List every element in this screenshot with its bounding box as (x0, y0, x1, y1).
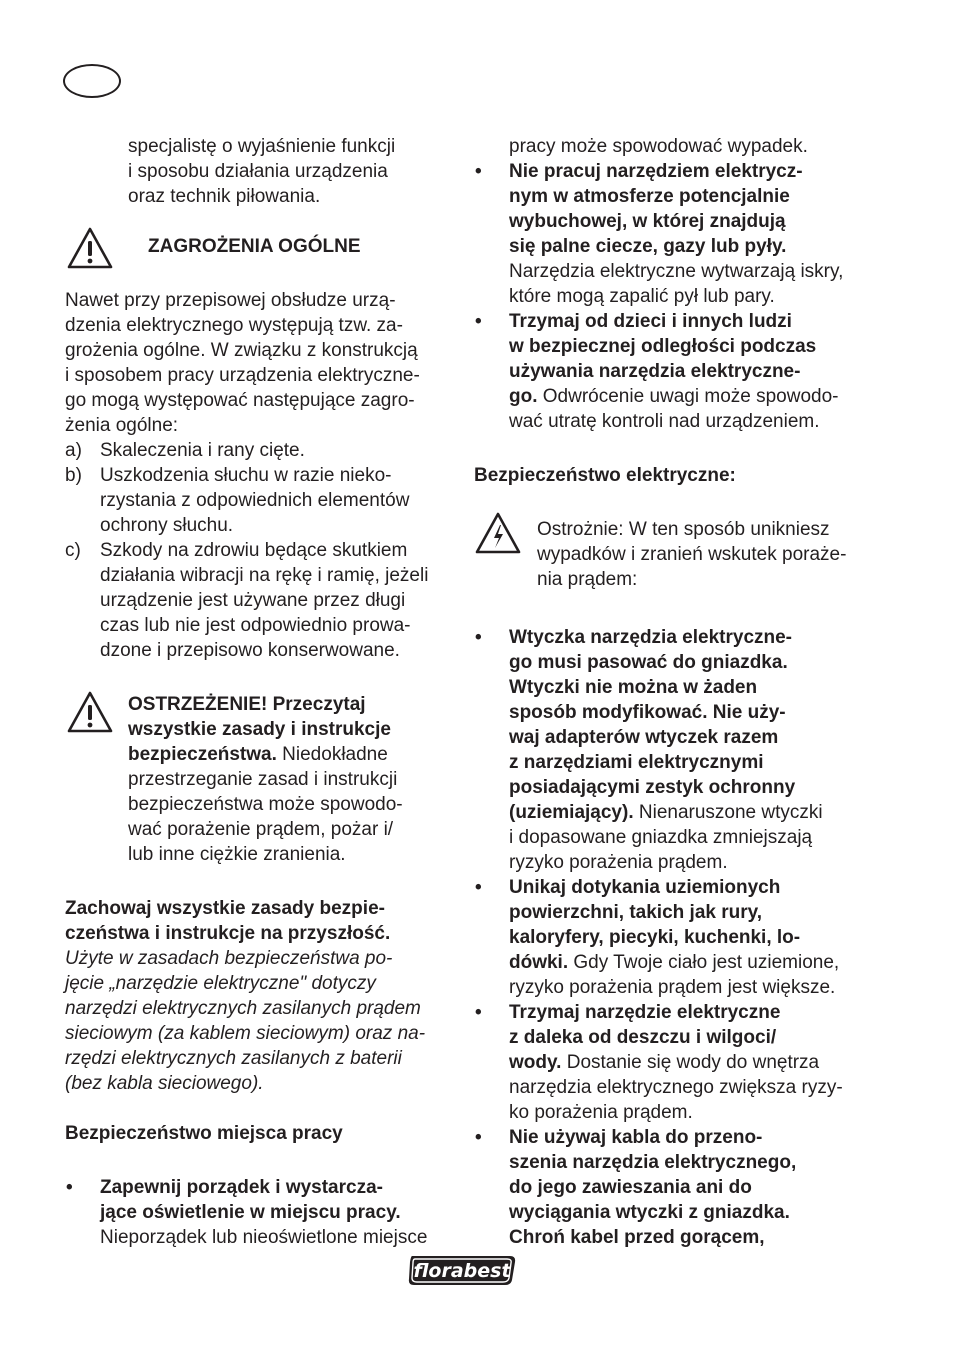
text-line: przestrzeganie zasad i instrukcji (128, 769, 398, 790)
text-line: wać porażenie prądem, pożar i/ (128, 819, 394, 840)
text-line: wybuchowej, w której znajdują (509, 211, 786, 232)
text-line: powierzchni, takich jak rury, (509, 902, 763, 923)
text-line: lub inne ciężkie zranienia. (128, 844, 346, 865)
text-line: rzystania z odpowiednich elementów (100, 490, 410, 511)
text-line: narzędzi elektrycznych zasilanych prądem (65, 998, 421, 1019)
warning-block (65, 692, 455, 867)
text-line: wyciągania wtyczki z gniazdka. (509, 1202, 790, 1223)
text-line: się palne ciecze, gazy lub pyły. (509, 236, 787, 257)
bullet-item (474, 1125, 864, 1250)
electric-hazard-icon (474, 511, 522, 555)
text-line: i dopasowane gniazdka zmniejszają (509, 827, 813, 848)
text-line: oraz technik piłowania. (128, 186, 321, 207)
text-span: bezpieczeństwa. (128, 744, 277, 765)
text-line: dzenia elektrycznego występują tzw. za- (65, 315, 403, 336)
text-line: wypadków i zranień wskutek poraże- (537, 544, 847, 565)
bullet-marker: • (475, 1127, 482, 1148)
text-line: nia prądem: (537, 569, 638, 590)
text-line: czas lub nie jest odpowiednio prowa- (100, 615, 411, 636)
text-line: wać utratę kontroli nad urządzeniem. (509, 411, 820, 432)
text-line: nym w atmosferze potencjalnie (509, 186, 790, 207)
text-line: Unikaj dotykania uziemionych (509, 877, 781, 898)
bullet-item (474, 309, 864, 434)
list-marker: a) (65, 440, 82, 461)
text-line: jęcie „narzędzie elektryczne" dotyczy (65, 973, 376, 994)
left-column (65, 134, 455, 1250)
text-line: waj adapterów wtyczek razem (509, 727, 779, 748)
bullet-marker: • (66, 1177, 73, 1198)
text-line: posiadającymi zestyk ochronny (509, 777, 796, 798)
text-line: Chroń kabel przed gorącem, (509, 1227, 765, 1248)
text-line: Wtyczka narzędzia elektryczne- (509, 627, 793, 648)
hazards-paragraph (65, 288, 455, 438)
text-line: urządzenie jest używane przez długi (100, 590, 406, 611)
text-span: Nienaruszone wtyczki (633, 802, 823, 823)
text-line: Nawet przy przepisowej obsłudze urzą- (65, 290, 396, 311)
text-line: Zachowaj wszystkie zasady bezpie- (65, 898, 385, 919)
text-line: używania narzędzia elektryczne- (509, 361, 801, 382)
bullet-item (474, 875, 864, 1000)
text-line: Nie pracuj narzędziem elektrycz- (509, 161, 803, 182)
text-line: ochrony słuchu. (100, 515, 234, 536)
text-span: Odwrócenie uwagi może spowodo- (537, 386, 839, 407)
list-item (65, 463, 455, 538)
text-line: ryzyko porażenia prądem jest większe. (509, 977, 836, 998)
text-span: go. (509, 386, 538, 407)
text-line: Trzymaj od dzieci i innych ludzi (509, 311, 792, 332)
text-line: kaloryfery, piecyki, kuchenki, lo- (509, 927, 801, 948)
text-line: z narzędziami elektrycznymi (509, 752, 764, 773)
text-line: Ostrożnie: W ten sposób unikniesz (537, 519, 830, 540)
logo-text: florabest (413, 1260, 511, 1282)
text-line: ko porażenia prądem. (509, 1102, 693, 1123)
text-line: Narzędzia elektryczne wytwarzają iskry, (509, 261, 844, 282)
text-line: szenia narzędzia elektrycznego, (509, 1152, 797, 1173)
text-line: rzędzi elektrycznych zasilanych z baterii (65, 1048, 402, 1069)
text-line: specjalistę o wyjaśnienie funkcji (128, 136, 396, 157)
text-line: sposób modyfikować. Nie uży- (509, 702, 786, 723)
text-line: Skaleczenia i rany cięte. (100, 440, 305, 461)
text-line: w bezpiecznej odległości podczas (509, 336, 817, 357)
text-line: Uszkodzenia słuchu w razie nieko- (100, 465, 392, 486)
text-line: pracy może spowodować wypadek. (509, 136, 808, 157)
text-line: Nieporządek lub nieoświetlone miejsce (100, 1227, 428, 1248)
bullet-marker: • (475, 877, 482, 898)
right-column (474, 134, 864, 1250)
text-span: dówki. (509, 952, 569, 973)
hazards-heading: ZAGROŻENIA OGÓLNE (148, 236, 361, 257)
text-line: i sposobu działania urządzenia (128, 161, 388, 182)
bullet-item (65, 1175, 455, 1250)
text-line: Nie używaj kabla do przeno- (509, 1127, 763, 1148)
text-line: bezpieczeństwa może spowodo- (128, 794, 403, 815)
text-line: Szkody na zdrowiu będące skutkiem (100, 540, 408, 561)
language-badge (63, 64, 121, 98)
text-line: wszystkie zasady i instrukcje (128, 719, 391, 740)
bullet-item (474, 159, 864, 309)
text-line: do jego zawieszania ani do (509, 1177, 752, 1198)
keep-instructions (65, 896, 455, 1096)
text-line: działania wibracji na rękę i ramię, jeżeli (100, 565, 429, 586)
work-safety-heading: Bezpieczeństwo miejsca pracy (65, 1123, 343, 1144)
text-line: Zapewnij porządek i wystarcza- (100, 1177, 383, 1198)
text-line: narzędzia elektrycznego zwiększa ryzy- (509, 1077, 843, 1098)
warning-triangle-icon (66, 226, 114, 270)
text-line: jące oświetlenie w miejscu pracy. (100, 1202, 401, 1223)
warning-triangle-icon (66, 690, 114, 734)
caution-block (474, 517, 864, 592)
text-line: czeństwa i instrukcje na przyszłość. (65, 923, 391, 944)
text-span: wody. (509, 1052, 562, 1073)
list-marker: c) (65, 540, 81, 561)
text-line: grożenia ogólne. W związku z konstrukcją (65, 340, 418, 361)
text-span: (uziemiający). (509, 802, 634, 823)
bullet-marker: • (475, 1002, 482, 1023)
list-item (65, 438, 455, 463)
text-line: ryzyko porażenia prądem. (509, 852, 728, 873)
text-span: Dostanie się wody do wnętrza (561, 1052, 820, 1073)
text-line: Wtyczki nie można w żaden (509, 677, 758, 698)
text-line: i sposobem pracy urządzenia elektryczne- (65, 365, 420, 386)
text-line: Trzymaj narzędzie elektryczne (509, 1002, 781, 1023)
florabest-logo (406, 1252, 518, 1288)
text-line: go mogą występować następujące zagro- (65, 390, 415, 411)
text-line: z daleka od deszczu i wilgoci/ (509, 1027, 777, 1048)
intro-text (65, 134, 455, 209)
electrical-safety-heading: Bezpieczeństwo elektryczne: (474, 465, 736, 486)
list-item (65, 538, 455, 663)
text-line: sieciowym (za kablem sieciowym) oraz na- (65, 1023, 426, 1044)
bullet-marker: • (475, 627, 482, 648)
text-line: dzone i przepisowo konserwowane. (100, 640, 400, 661)
bullet-marker: • (475, 311, 482, 332)
bullet-item (474, 625, 864, 875)
bullet-item (474, 1000, 864, 1125)
text-line: go musi pasować do gniazdka. (509, 652, 788, 673)
list-marker: b) (65, 465, 82, 486)
text-line: żenia ogólne: (65, 415, 179, 436)
bullet-marker: • (475, 161, 482, 182)
text-span: Niedokładne (276, 744, 388, 765)
text-line: (bez kabla sieciowego). (65, 1073, 264, 1094)
text-line: które mogą zapalić pył lub pary. (509, 286, 775, 307)
text-line: OSTRZEŻENIE! Przeczytaj (128, 694, 366, 715)
text-line: Użyte w zasadach bezpieczeństwa po- (65, 948, 393, 969)
text-span: Gdy Twoje ciało jest uziemione, (568, 952, 840, 973)
